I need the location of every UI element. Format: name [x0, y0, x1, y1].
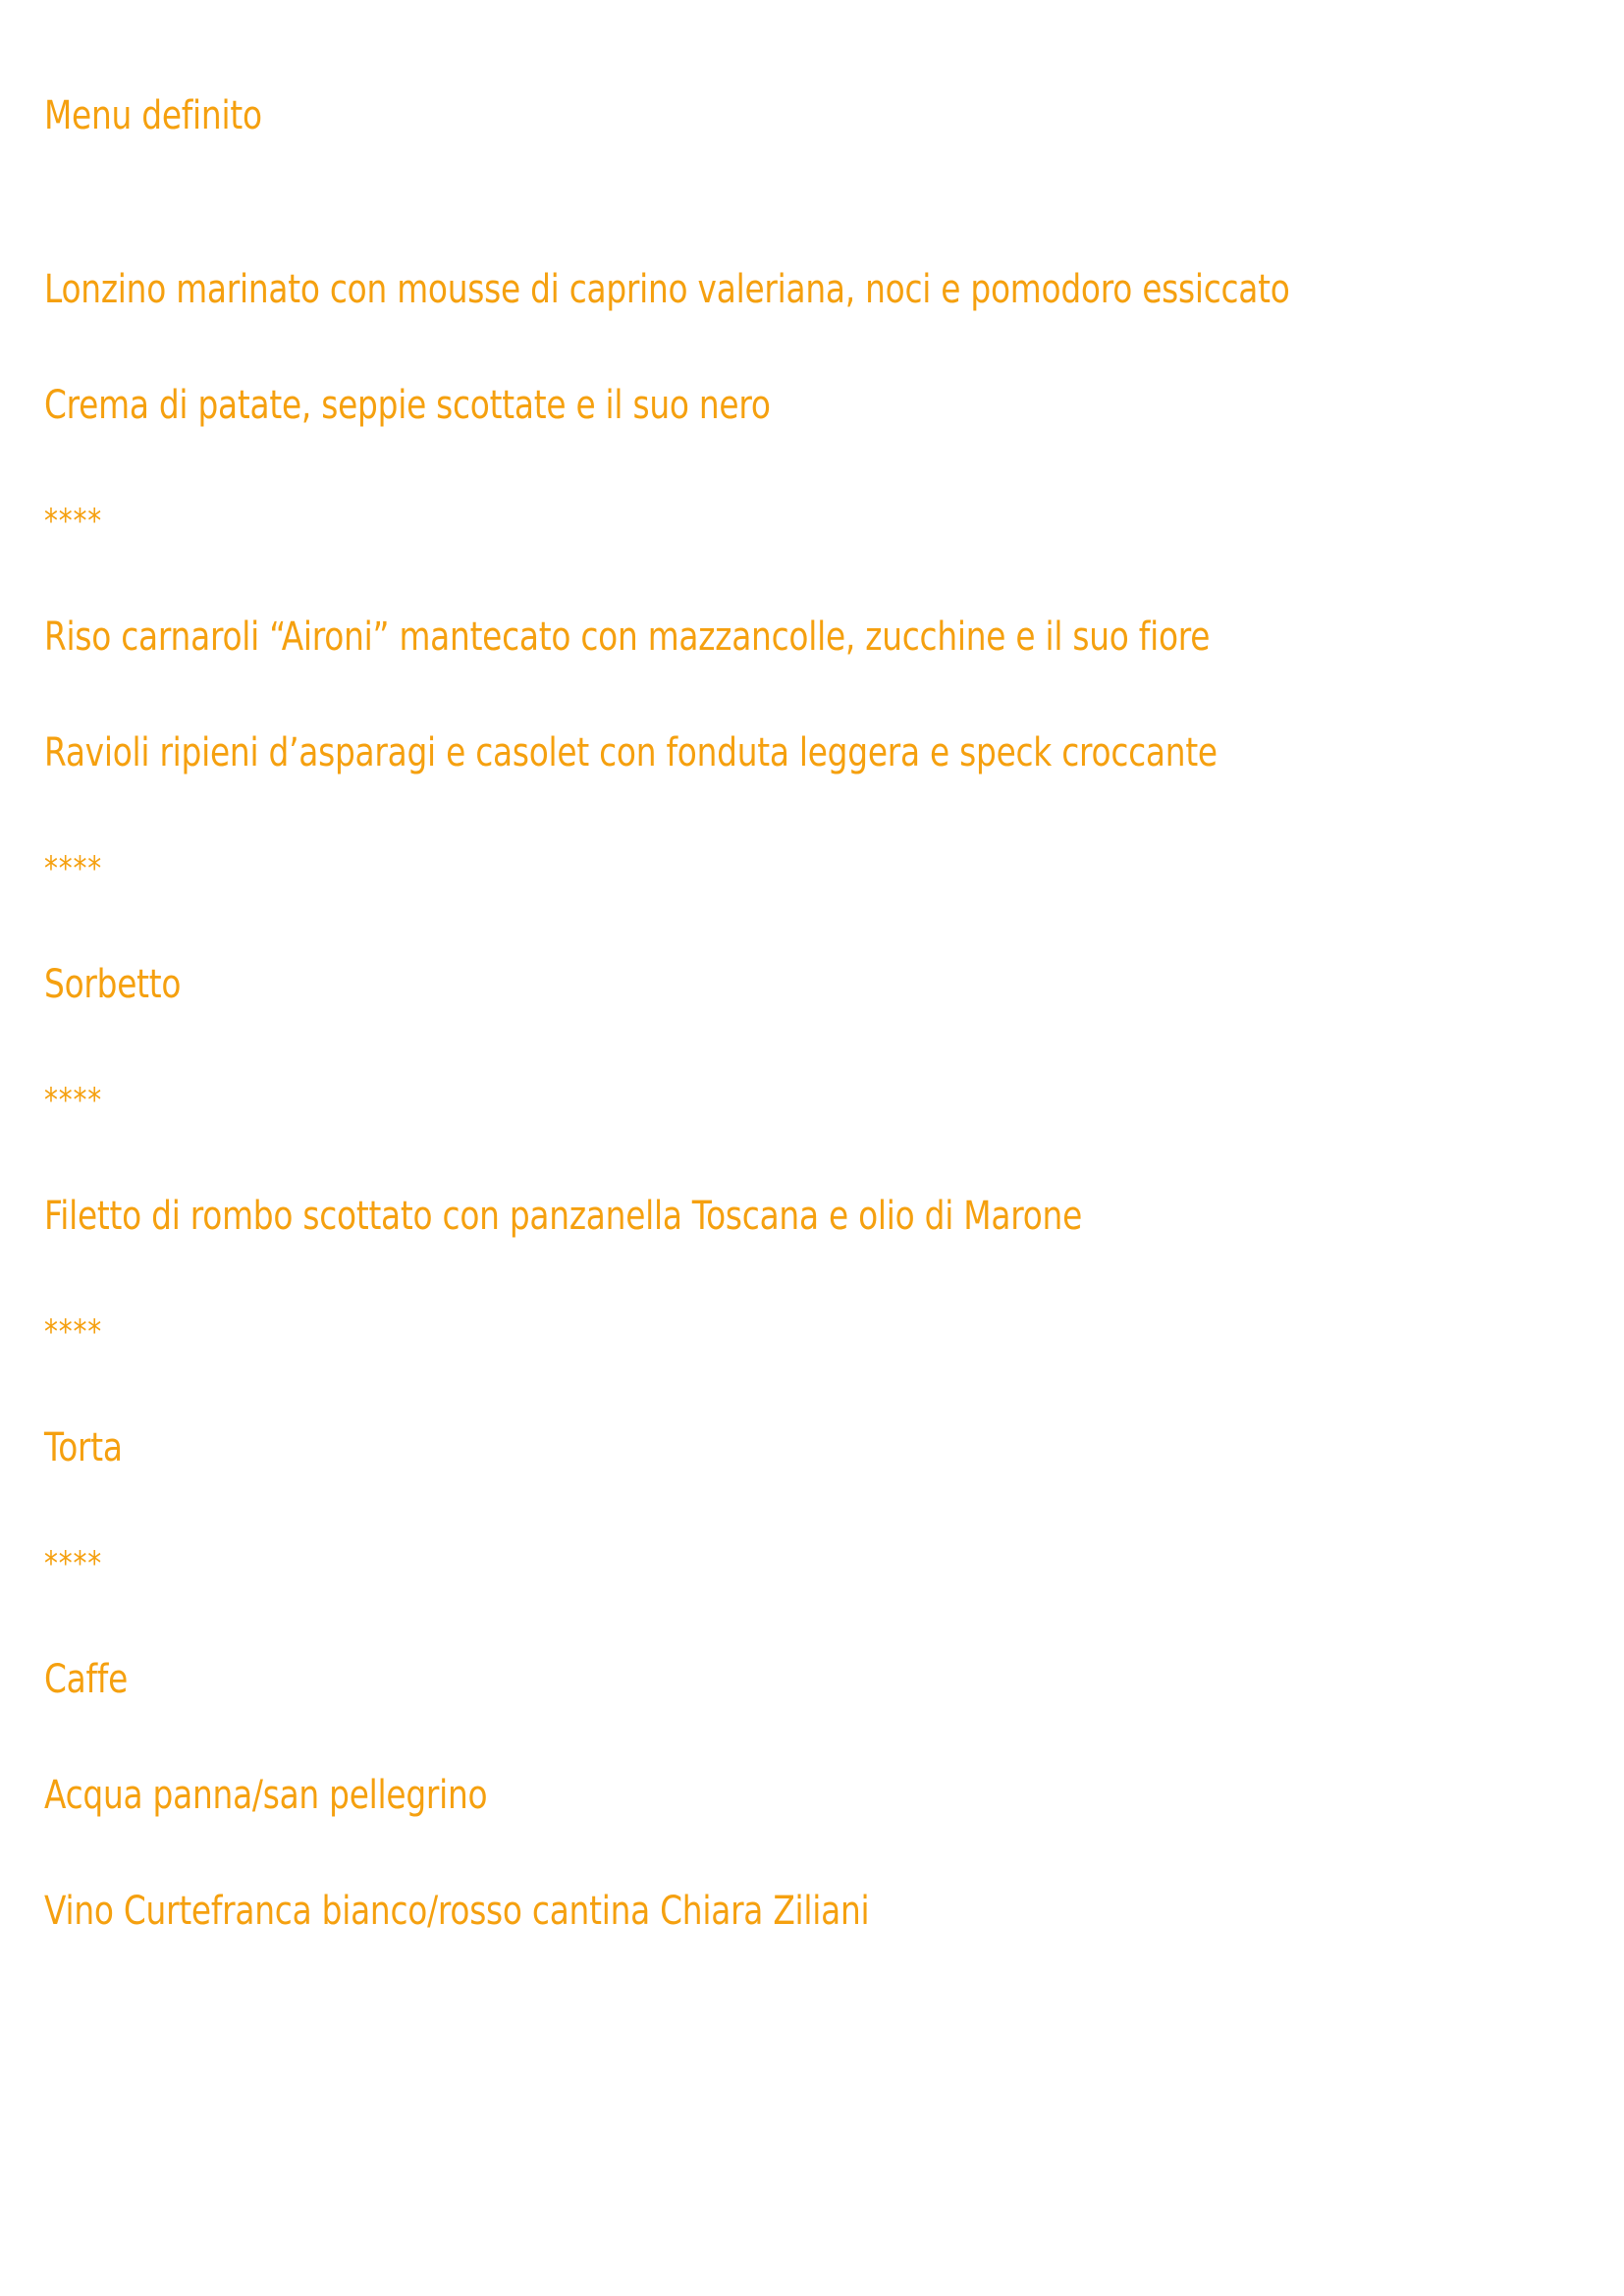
- menu-item-acqua: Acqua panna/san pellegrino: [44, 1773, 488, 1818]
- menu-title: Menu definito: [44, 93, 262, 138]
- menu-item-torta: Torta: [44, 1425, 123, 1470]
- menu-item-vino: Vino Curtefranca bianco/rosso cantina Chiara Ziliani: [44, 1889, 870, 1934]
- menu-item-primo-2: Ravioli ripieni d’asparagi e casolet con fonduta leggera e speck croccante: [44, 730, 1218, 775]
- course-separator: ****: [44, 1544, 103, 1583]
- menu-item-secondo: Filetto di rombo scottato con panzanella Toscana e olio di Marone: [44, 1194, 1083, 1239]
- menu-item-primo-1: Riso carnaroli “Aironi” mantecato con mazzancolle, zucchine e il suo fiore: [44, 614, 1211, 660]
- course-separator: ****: [44, 502, 103, 541]
- menu-item-antipasto-1: Lonzino marinato con mousse di caprino valeriana, noci e pomodoro essiccato: [44, 267, 1290, 312]
- menu-item-sorbetto: Sorbetto: [44, 962, 182, 1007]
- course-separator: ****: [44, 1081, 103, 1120]
- menu-item-antipasto-2: Crema di patate, seppie scottate e il suo nero: [44, 383, 771, 428]
- course-separator: ****: [44, 849, 103, 888]
- course-separator: ****: [44, 1312, 103, 1352]
- menu-item-caffe: Caffe: [44, 1657, 129, 1702]
